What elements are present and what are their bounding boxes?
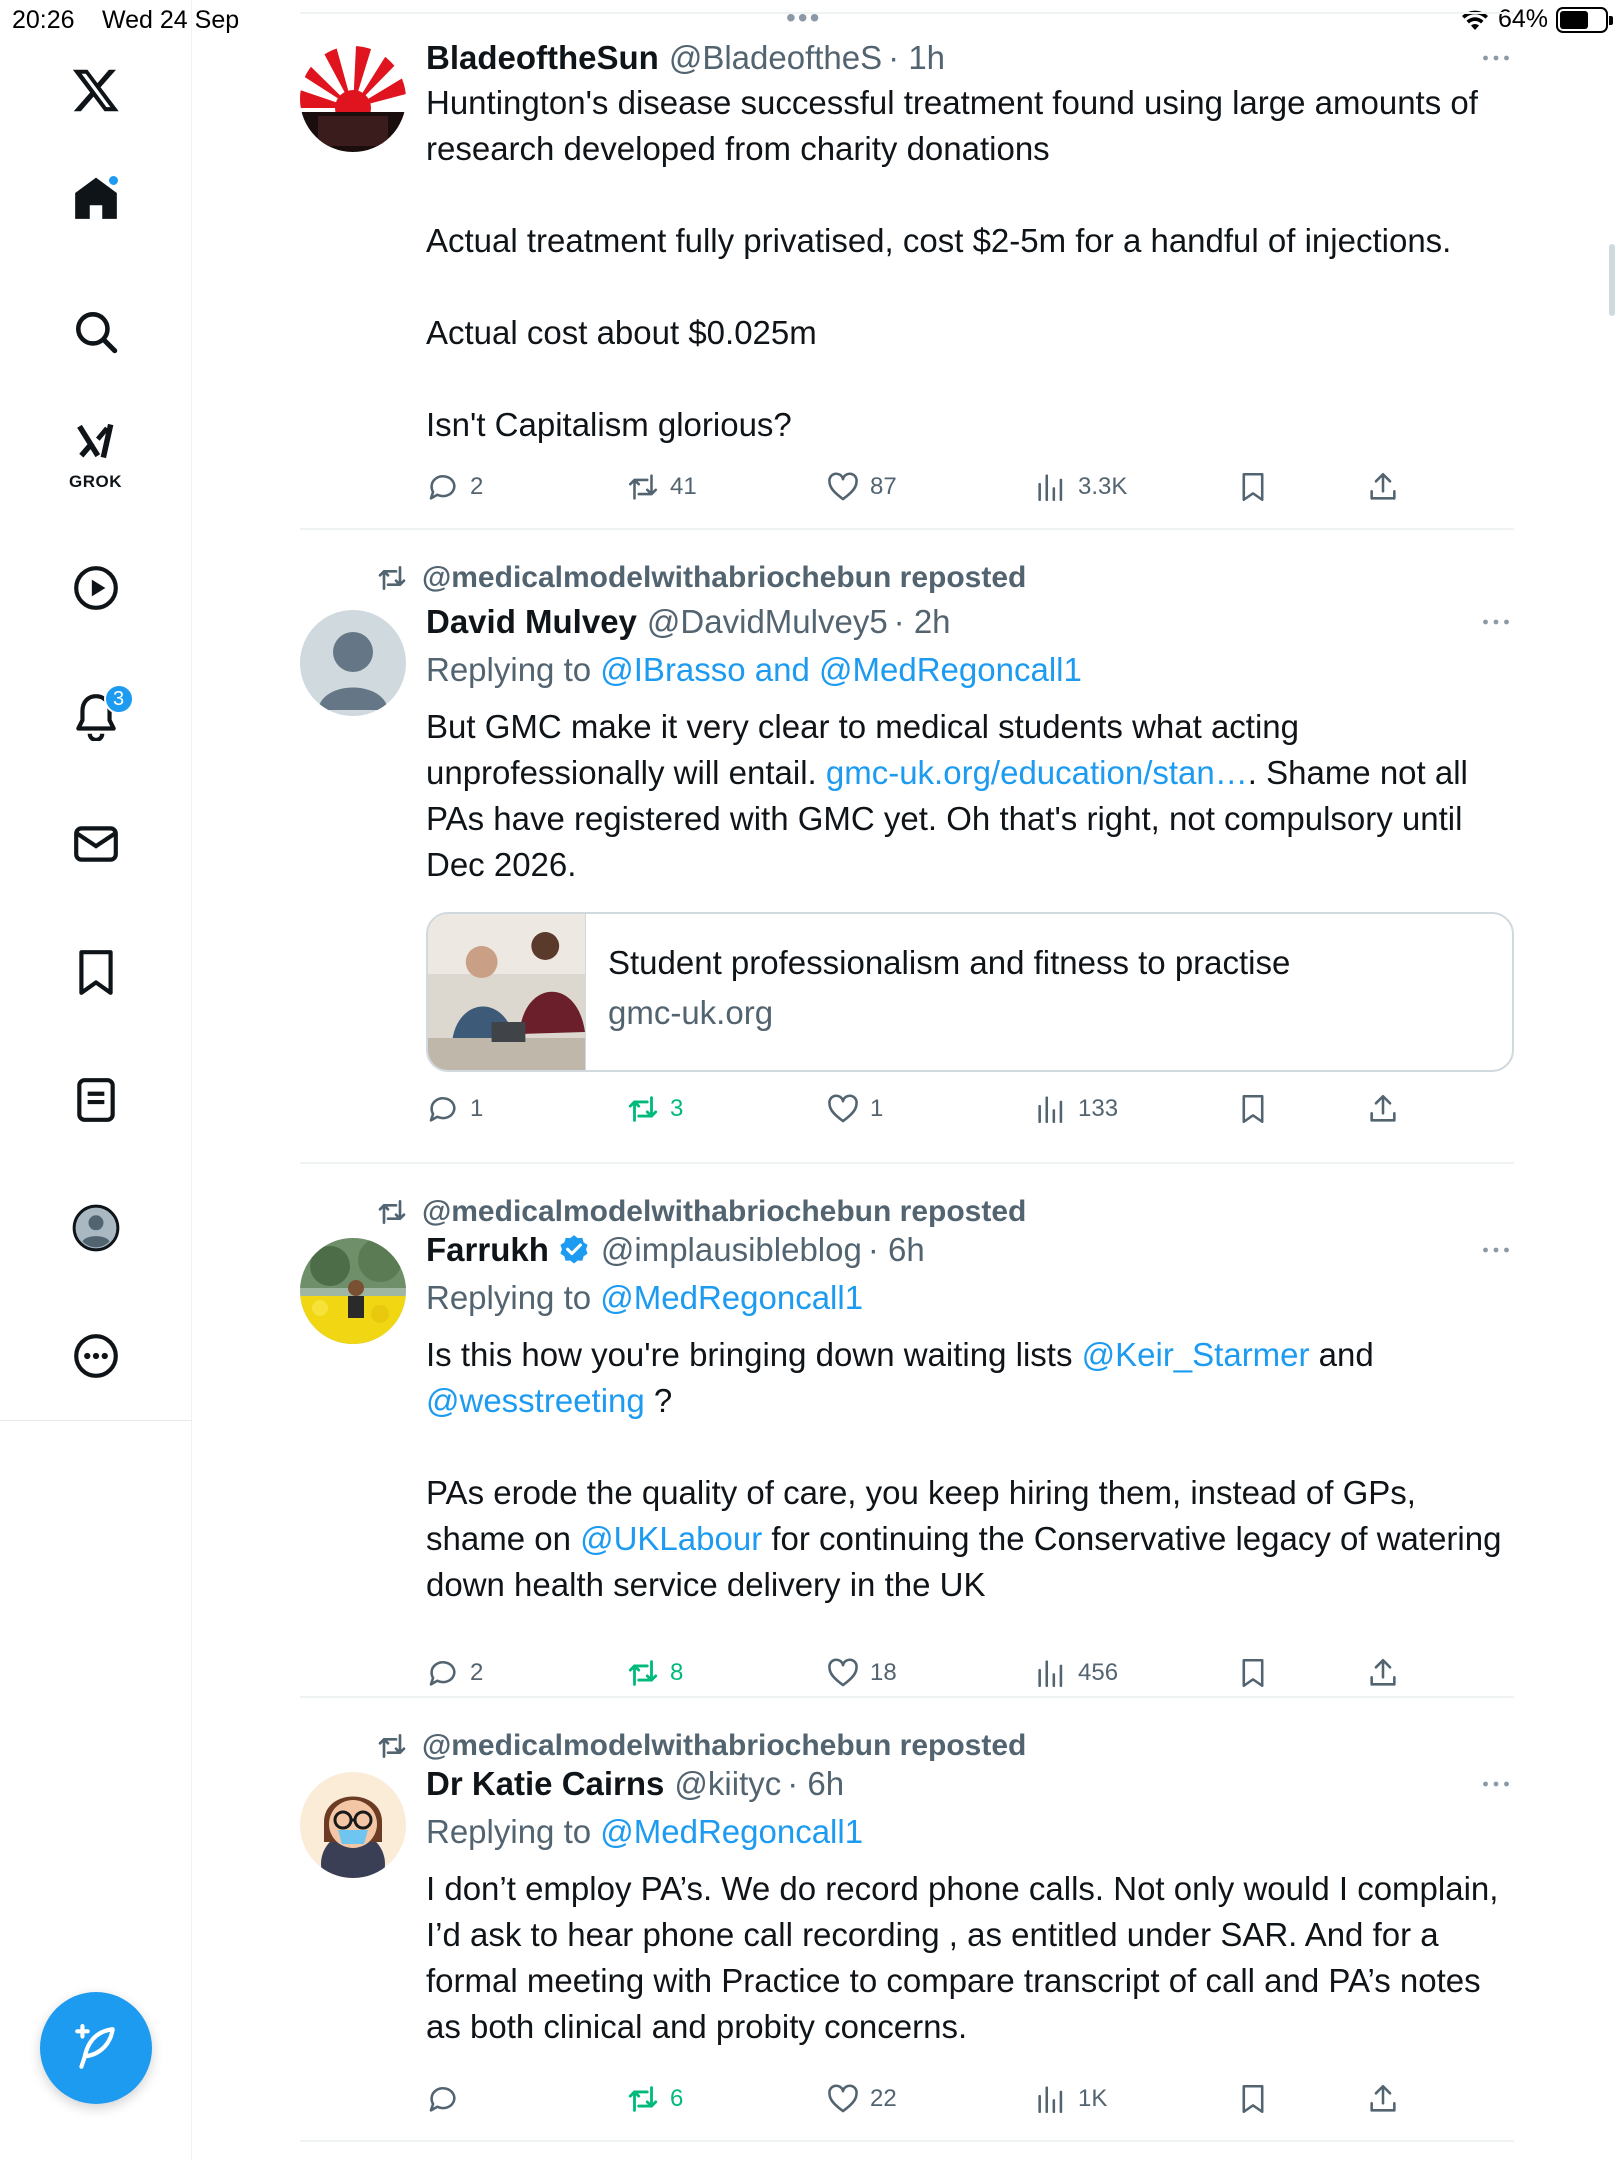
bookmark-button[interactable]	[1236, 1656, 1270, 1690]
multitasking-dots-icon[interactable]: •••	[786, 2, 822, 33]
reply-icon	[426, 2082, 460, 2116]
text-part: and	[1309, 1336, 1374, 1373]
mail-icon	[71, 819, 121, 869]
repost-context[interactable]	[376, 560, 1026, 596]
text-part: Is this how you're bringing down waiting lists	[426, 1336, 1082, 1373]
repost-count: 41	[670, 473, 697, 500]
bookmark-button[interactable]	[1236, 470, 1270, 504]
x-logo-icon[interactable]	[48, 42, 144, 138]
feed-divider	[300, 1696, 1514, 1698]
views-chart-icon	[1034, 1656, 1068, 1690]
bookmark-icon	[1236, 470, 1270, 504]
tweet-text: Huntington's disease successful treatment found using large amounts of research developed from charity donations Actual treatment fully privatised, cost $2-5m for a handful of injections. Actual cost about $0.025m Isn't Capitalism glorious?	[426, 84, 1478, 443]
scrollbar-thumb[interactable]	[1609, 244, 1615, 316]
like-count: 1	[870, 1095, 884, 1122]
play-icon	[71, 563, 121, 613]
sidebar-item-home[interactable]	[48, 150, 144, 246]
reply-button[interactable]	[426, 1092, 483, 1126]
compose-feather-icon	[71, 2023, 121, 2073]
sidebar-item-profile[interactable]	[48, 1180, 144, 1276]
repost-icon	[626, 470, 660, 504]
like-button[interactable]	[826, 2082, 897, 2116]
feed-divider	[300, 12, 1514, 14]
tweet-link[interactable]: gmc-uk.org/education/stan…	[825, 754, 1248, 791]
like-button[interactable]	[826, 1092, 883, 1126]
replying-prefix: Replying to	[426, 1279, 601, 1316]
heart-icon	[826, 1656, 860, 1690]
views-chart-icon	[1034, 2082, 1068, 2116]
tweet-text: I don’t employ PA’s. We do record phone calls. Not only would I complain, I’d ask to hear phone call recording , as entitled under SAR. And for a formal meeting with Practice to compare transcript of call and PA’s notes as both clinical and probity concerns.	[426, 1870, 1499, 2045]
sidebar-item-bookmarks[interactable]	[48, 924, 144, 1020]
status-right	[1460, 5, 1608, 34]
feed-divider	[300, 2140, 1514, 2142]
share-icon	[1366, 1656, 1400, 1690]
repost-button[interactable]	[626, 2082, 683, 2116]
author-name[interactable]: BladeoftheSun	[426, 39, 659, 76]
author-name[interactable]: Dr Katie Cairns	[426, 1765, 665, 1802]
replying-to	[426, 1274, 1514, 1322]
reply-count: 1	[470, 1095, 484, 1122]
like-count: 22	[870, 2085, 897, 2112]
reply-button[interactable]	[426, 1656, 483, 1690]
tweet-header	[426, 600, 1514, 644]
status-date: Wed 24 Sep	[102, 6, 240, 34]
author-handle[interactable]: @kiityc	[674, 1765, 782, 1802]
tweet-text	[426, 1332, 1514, 1608]
sidebar-item-search[interactable]	[48, 284, 144, 380]
home-unread-dot	[107, 174, 120, 187]
avatar[interactable]	[300, 1772, 406, 1878]
share-button[interactable]	[1366, 1656, 1400, 1690]
bookmark-icon	[71, 947, 121, 997]
reply-button[interactable]	[426, 470, 483, 504]
sidebar-separator	[0, 1420, 192, 1421]
replying-to	[426, 646, 1514, 694]
link-card-image	[428, 914, 586, 1072]
tweet-header	[426, 1228, 1514, 1272]
views-chart-icon	[1034, 1092, 1068, 1126]
battery-percent: 64%	[1497, 5, 1548, 33]
bookmark-icon	[1236, 1656, 1270, 1690]
view-count: 456	[1078, 1659, 1119, 1686]
battery-icon	[1556, 7, 1608, 33]
link-card-domain: gmc-uk.org	[608, 994, 774, 1031]
search-icon	[71, 307, 121, 357]
more-options-icon[interactable]	[1478, 604, 1514, 640]
replying-to	[426, 1808, 1514, 1856]
tweet-content	[426, 1228, 1514, 1608]
like-count: 18	[870, 1659, 897, 1686]
mention-link[interactable]: @Keir_Starmer	[1081, 1336, 1310, 1373]
repost-icon	[376, 1196, 408, 1228]
repost-button[interactable]	[626, 470, 697, 504]
tweet-content	[426, 600, 1514, 1072]
sidebar-item-grok[interactable]	[48, 404, 144, 500]
repost-icon	[626, 1656, 660, 1690]
repost-button[interactable]	[626, 1656, 683, 1690]
repost-label: @medicalmodelwithabriochebun reposted	[422, 1195, 1027, 1228]
author-handle[interactable]: @DavidMulvey5	[646, 603, 888, 640]
repost-button[interactable]	[626, 1092, 683, 1126]
status-bar	[0, 0, 1620, 40]
link-card[interactable]	[426, 912, 1514, 1072]
author-handle[interactable]: @BladeoftheS	[668, 39, 883, 76]
repost-label: @medicalmodelwithabriochebun reposted	[422, 1729, 1027, 1762]
bookmark-button[interactable]	[1236, 2082, 1270, 2116]
author-name[interactable]: David Mulvey	[426, 603, 637, 640]
repost-icon	[376, 1730, 408, 1762]
status-time: 20:26	[12, 6, 75, 34]
repost-context[interactable]	[376, 1728, 1026, 1764]
author-handle[interactable]: @implausibleblog	[600, 1231, 862, 1268]
tweet-actions	[426, 470, 1426, 510]
tweet-time[interactable]: · 6h	[787, 1765, 845, 1802]
repost-count: 3	[670, 1095, 684, 1122]
tweet-actions	[426, 1656, 1426, 1696]
reply-icon	[426, 1092, 460, 1126]
tweet-header	[426, 36, 1514, 80]
mention-link[interactable]: @wesstreeting	[426, 1382, 645, 1419]
reply-icon	[426, 470, 460, 504]
mention-link[interactable]: @UKLabour	[580, 1520, 763, 1557]
sidebar-item-video[interactable]	[48, 540, 144, 636]
reply-count: 2	[470, 1659, 484, 1686]
repost-label: @medicalmodelwithabriochebun reposted	[422, 561, 1027, 594]
share-icon	[1366, 2082, 1400, 2116]
text-part: . Shame not all PAs have registered with GMC yet. Oh that's right, not compulsory until Dec 2026.	[426, 754, 1468, 883]
verified-badge-icon	[557, 1233, 591, 1267]
repost-icon	[626, 1092, 660, 1126]
repost-icon	[626, 2082, 660, 2116]
profile-avatar-icon	[71, 1203, 121, 1253]
heart-icon	[826, 470, 860, 504]
share-button[interactable]	[1366, 470, 1400, 504]
battery-level	[1560, 11, 1588, 29]
heart-icon	[826, 2082, 860, 2116]
replying-prefix: Replying to	[426, 1813, 601, 1850]
list-icon	[71, 1075, 121, 1125]
link-card-title: Student professionalism and fitness to practise	[608, 944, 1291, 981]
heart-icon	[826, 1092, 860, 1126]
avatar[interactable]	[300, 610, 406, 716]
reply-button[interactable]	[426, 2082, 470, 2116]
tweet-content	[426, 1762, 1514, 2050]
feed-divider	[300, 1162, 1514, 1164]
bookmark-icon	[1236, 2082, 1270, 2116]
avatar[interactable]	[300, 1238, 406, 1344]
views-button[interactable]	[1034, 1092, 1118, 1126]
compose-button[interactable]	[40, 1992, 152, 2104]
sidebar-item-lists[interactable]	[48, 1052, 144, 1148]
repost-icon	[376, 562, 408, 594]
view-count: 3.3K	[1078, 473, 1128, 500]
share-icon	[1366, 1092, 1400, 1126]
replying-prefix: Replying to	[426, 651, 601, 688]
bookmark-button[interactable]	[1236, 1092, 1270, 1126]
author-name[interactable]: Farrukh	[426, 1231, 549, 1268]
replying-to-link[interactable]: @MedRegoncall1	[600, 1279, 864, 1316]
grok-label: GROK	[69, 472, 122, 491]
text-part: ? PAs erode the quality of care, you keep hiring them, instead of GPs, shame on	[426, 1382, 1416, 1557]
grok-icon	[74, 419, 118, 463]
share-button[interactable]	[1366, 1092, 1400, 1126]
views-button[interactable]	[1034, 470, 1127, 504]
like-button[interactable]	[826, 1656, 897, 1690]
sidebar-item-more[interactable]	[48, 1308, 144, 1404]
replying-to-link[interactable]: @MedRegoncall1	[600, 1813, 864, 1850]
sidebar	[0, 0, 192, 2160]
view-count: 133	[1078, 1095, 1119, 1122]
tweet-content	[426, 36, 1514, 448]
more-circle-icon	[71, 1331, 121, 1381]
share-icon	[1366, 470, 1400, 504]
share-button[interactable]	[1366, 2082, 1400, 2116]
feed-divider	[300, 528, 1514, 530]
sidebar-item-notifications[interactable]	[48, 668, 144, 764]
more-options-icon[interactable]	[1478, 1232, 1514, 1268]
repost-count: 6	[670, 2085, 684, 2112]
like-button[interactable]	[826, 470, 897, 504]
notification-count-badge: 3	[104, 684, 134, 714]
replying-to-link[interactable]: @IBrasso and @MedRegoncall1	[600, 651, 1082, 688]
view-count: 1K	[1078, 2085, 1108, 2112]
tweet-time[interactable]: · 2h	[893, 603, 951, 640]
tweet-actions	[426, 2082, 1426, 2122]
tweet-header	[426, 1762, 1514, 1806]
reply-icon	[426, 1656, 460, 1690]
reply-count: 2	[470, 473, 484, 500]
more-options-icon[interactable]	[1478, 1766, 1514, 1802]
bookmark-icon	[1236, 1092, 1270, 1126]
tweet-text	[426, 704, 1514, 888]
text-part: But GMC make it very clear to medical students what acting unprofessionally will entail.	[426, 708, 1300, 791]
repost-context[interactable]	[376, 1194, 1026, 1230]
views-button[interactable]	[1034, 2082, 1107, 2116]
repost-count: 8	[670, 1659, 684, 1686]
avatar[interactable]	[300, 46, 406, 152]
tweet-actions	[426, 1092, 1426, 1132]
views-chart-icon	[1034, 470, 1068, 504]
tweet-time[interactable]: · 1h	[888, 39, 946, 76]
sidebar-item-messages[interactable]	[48, 796, 144, 892]
like-count: 87	[870, 473, 897, 500]
more-options-icon[interactable]	[1478, 40, 1514, 76]
views-button[interactable]	[1034, 1656, 1118, 1690]
text-part: for continuing the Conservative legacy of watering down health service delivery in the UK	[426, 1520, 1502, 1603]
tweet-time[interactable]: · 6h	[867, 1231, 925, 1268]
